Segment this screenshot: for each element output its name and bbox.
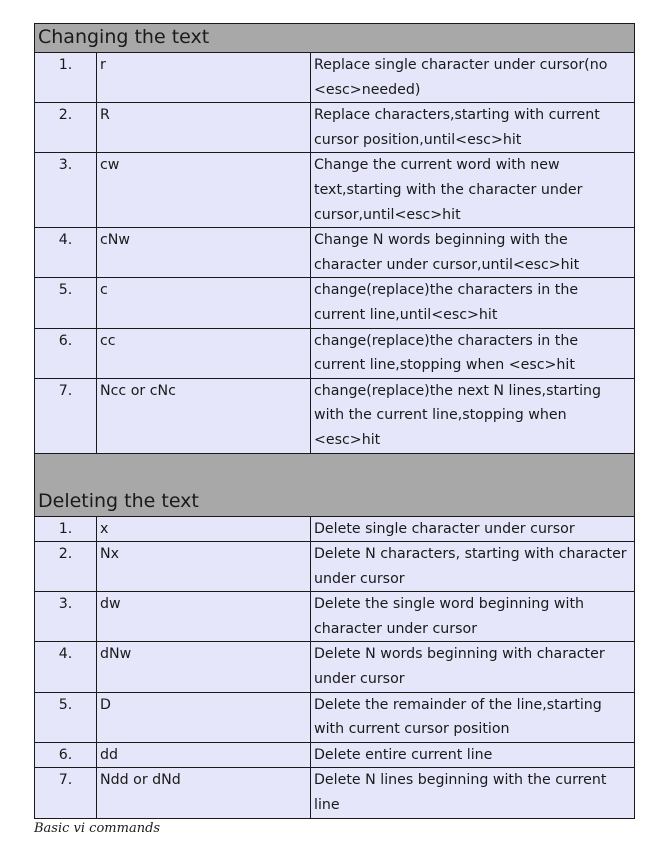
description-cell: Delete N lines beginning with the current line (311, 768, 635, 818)
table-row (35, 228, 635, 278)
vi-commands-table (34, 23, 635, 819)
description-cell: Change the current word with new text,starting with the character under cursor,until<esc>hit (311, 153, 635, 228)
description-cell: change(replace)the next N lines,starting with the current line,stopping when <esc>hit (311, 378, 635, 453)
table-row (35, 153, 635, 228)
command-cell: x (97, 516, 311, 542)
command-cell: Ndd or dNd (97, 768, 311, 818)
command-cell: cc (97, 328, 311, 378)
table-row (35, 642, 635, 692)
table-caption: Basic vi commands (34, 821, 161, 836)
command-cell: dNw (97, 642, 311, 692)
row-number: 6. (35, 742, 97, 768)
description-cell: Delete entire current line (311, 742, 635, 768)
command-cell: R (97, 103, 311, 153)
row-number: 4. (35, 228, 97, 278)
command-cell: Nx (97, 542, 311, 592)
section-header-changing (35, 24, 635, 53)
table-row (35, 328, 635, 378)
section-title: Changing the text (35, 24, 635, 53)
row-number: 1. (35, 516, 97, 542)
command-cell: Ncc or cNc (97, 378, 311, 453)
row-number: 5. (35, 692, 97, 742)
description-cell: Delete N characters, starting with character under cursor (311, 542, 635, 592)
command-cell: dw (97, 592, 311, 642)
section-header-deleting (35, 490, 635, 517)
description-cell: change(replace)the characters in the current line,until<esc>hit (311, 278, 635, 328)
section-title: Deleting the text (35, 490, 635, 517)
description-cell: Delete the remainder of the line,starting with current cursor position (311, 692, 635, 742)
command-cell: r (97, 53, 311, 103)
row-number: 5. (35, 278, 97, 328)
row-number: 1. (35, 53, 97, 103)
table-row (35, 278, 635, 328)
command-cell: c (97, 278, 311, 328)
row-number: 2. (35, 542, 97, 592)
row-number: 7. (35, 768, 97, 818)
description-cell: Delete N words beginning with character under cursor (311, 642, 635, 692)
row-number: 3. (35, 592, 97, 642)
table-row (35, 742, 635, 768)
command-cell: dd (97, 742, 311, 768)
description-cell: Replace characters,starting with current cursor position,until<esc>hit (311, 103, 635, 153)
command-cell: cNw (97, 228, 311, 278)
table-row (35, 516, 635, 542)
description-cell: Replace single character under cursor(no <esc>needed) (311, 53, 635, 103)
row-number: 3. (35, 153, 97, 228)
row-number: 6. (35, 328, 97, 378)
table-row (35, 542, 635, 592)
row-number: 7. (35, 378, 97, 453)
description-cell: Change N words beginning with the character under cursor,until<esc>hit (311, 228, 635, 278)
command-cell: cw (97, 153, 311, 228)
table-row (35, 692, 635, 742)
description-cell: change(replace)the characters in the current line,stopping when <esc>hit (311, 328, 635, 378)
table-row (35, 53, 635, 103)
table-row (35, 592, 635, 642)
section-spacer (35, 453, 635, 490)
description-cell: Delete single character under cursor (311, 516, 635, 542)
table-row (35, 103, 635, 153)
table-row (35, 378, 635, 453)
section-spacer-cell (35, 453, 635, 490)
command-cell: D (97, 692, 311, 742)
row-number: 2. (35, 103, 97, 153)
description-cell: Delete the single word beginning with character under cursor (311, 592, 635, 642)
table-row (35, 768, 635, 818)
row-number: 4. (35, 642, 97, 692)
